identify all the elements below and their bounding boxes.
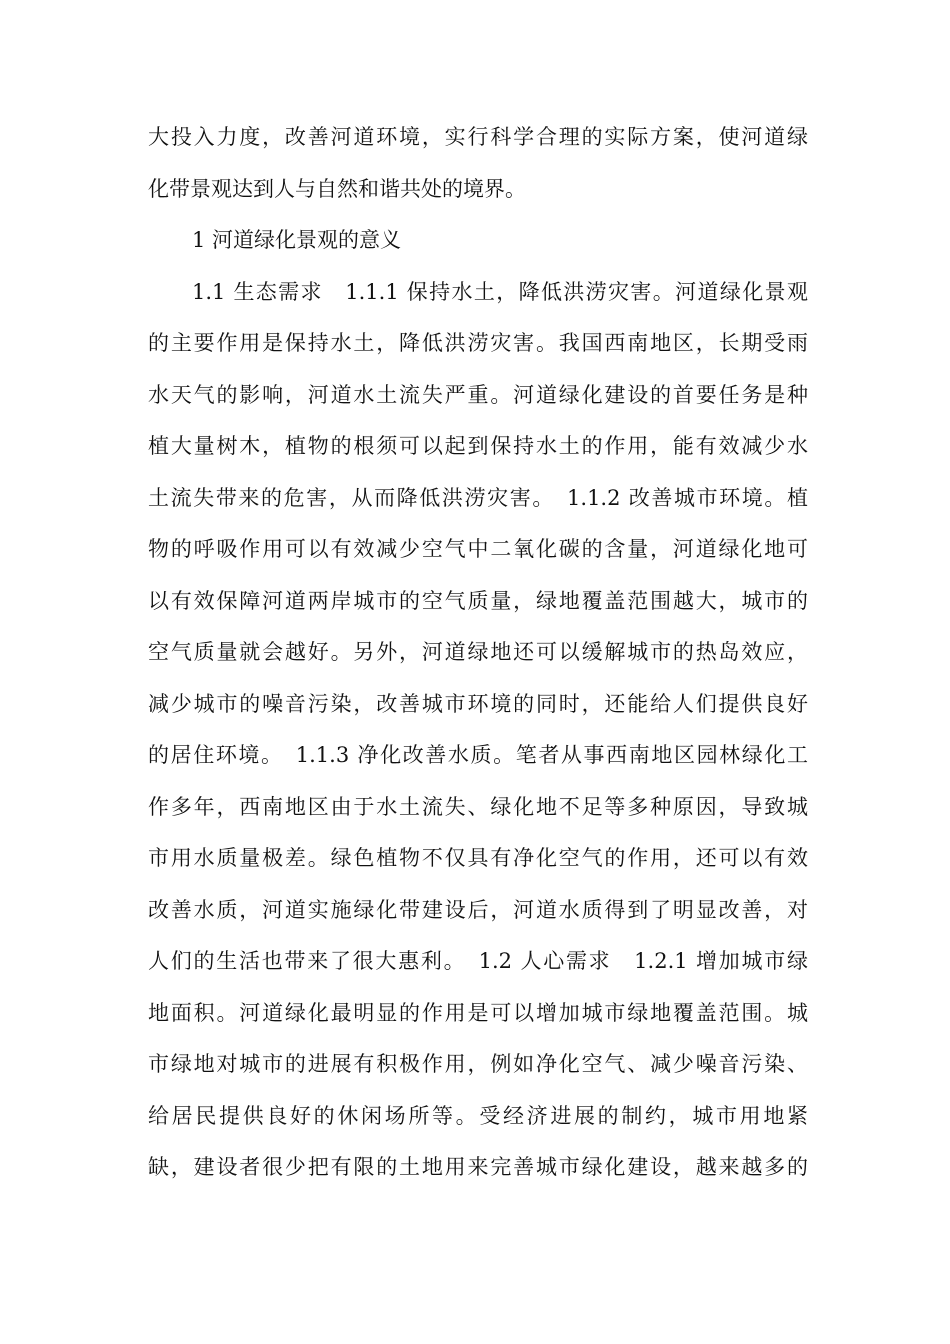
text-line: 物的呼吸作用可以有效减少空气中二氧化碳的含量，河道绿化地可 [148,537,808,561]
text-line: 植大量树木，植物的根须可以起到保持水土的作用，能有效减少水 [148,434,808,458]
body-text [148,112,808,1194]
text-line: 的主要作用是保持水土，降低洪涝灾害。我国西南地区，长期受雨 [148,331,808,355]
text-line: 缺，建设者很少把有限的土地用来完善城市绿化建设，越来越多的 [148,1155,808,1179]
section-heading: 1 河道绿化景观的意义 [192,228,402,252]
text-line: 水天气的影响，河道水土流失严重。河道绿化建设的首要任务是种 [148,382,808,407]
text-line: 市绿地对城市的进展有积极作用，例如净化空气、减少噪音污染、 [148,1052,808,1076]
text-line: 给居民提供良好的休闲场所等。受经济进展的制约，城市用地紧 [148,1103,808,1128]
text-line: 地面积。河道绿化最明显的作用是可以增加城市绿地覆盖范围。城 [148,1000,808,1025]
text-line: 作多年，西南地区由于水土流失、绿化地不足等多种原因，导致城 [148,794,808,819]
text-line: 人们的生活也带来了很大惠利。 1.2 人心需求 1.2.1 增加城市绿 [148,949,808,973]
text-line: 大投入力度，改善河道环境，实行科学合理的实际方案，使河道绿 [148,125,808,149]
text-line: 土流失带来的危害，从而降低洪涝灾害。 1.1.2 改善城市环境。植 [148,485,808,510]
text-line: 以有效保障河道两岸城市的空气质量，绿地覆盖范围越大，城市的 [148,588,808,613]
text-line: 减少城市的噪音污染，改善城市环境的同时，还能给人们提供良好 [148,691,808,716]
text-line: 1.1 生态需求 1.1.1 保持水土，降低洪涝灾害。河道绿化景观 [192,279,808,304]
text-line: 的居住环境。 1.1.3 净化改善水质。笔者从事西南地区园林绿化工 [148,743,808,767]
text-line: 化带景观达到人与自然和谐共处的境界。 [148,176,526,201]
text-line: 市用水质量极差。绿色植物不仅具有净化空气的作用，还可以有效 [148,846,808,870]
text-line: 改善水质，河道实施绿化带建设后，河道水质得到了明显改善，对 [148,897,808,922]
text-line: 空气质量就会越好。另外，河道绿地还可以缓解城市的热岛效应， [148,640,808,664]
